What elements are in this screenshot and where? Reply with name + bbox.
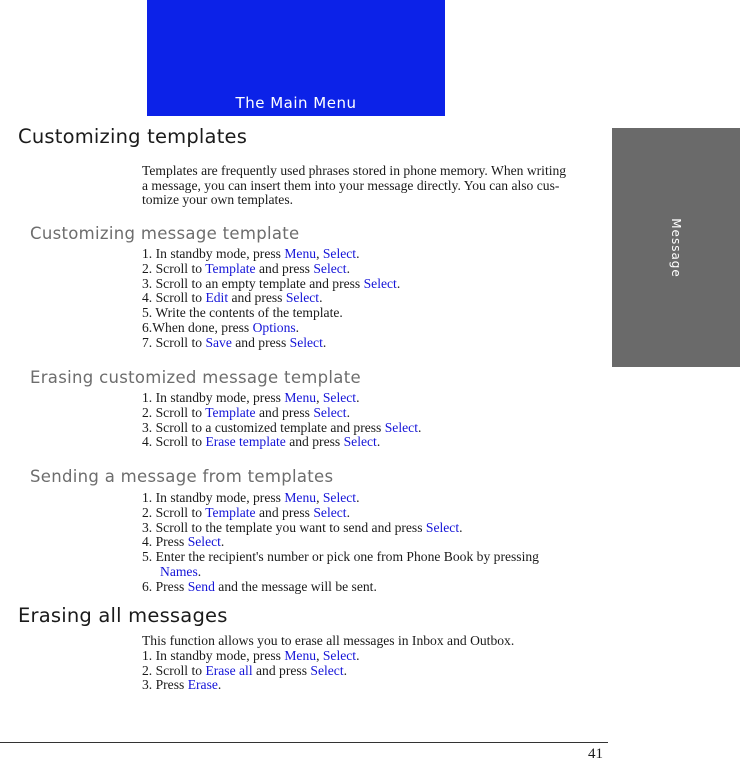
keyword: Erase all (205, 662, 253, 678)
keyword: Select (313, 504, 347, 520)
section-side-tab (612, 128, 740, 367)
keyword: Select (310, 662, 344, 678)
step-text: 4. Press (142, 534, 188, 550)
keyword: Select (363, 275, 397, 291)
step-text: , (316, 246, 323, 261)
customizing-templates-intro (142, 164, 608, 208)
keyword: Select (425, 519, 460, 535)
step-text: , (316, 390, 323, 405)
keyword: Template (205, 404, 256, 420)
step-text: . (356, 647, 360, 663)
step-text: . (217, 677, 222, 693)
step-item (142, 435, 612, 450)
step-text: 4. Scroll to (142, 434, 206, 450)
step-text: and press (255, 260, 314, 276)
step-text: 1. In standby mode, press (142, 647, 285, 663)
heading-sending-from-templates: Sending a message from templates (30, 467, 334, 486)
footer-divider (0, 742, 608, 743)
step-text: , (316, 490, 323, 505)
keyword: Names (160, 563, 198, 579)
step-text: . (319, 290, 323, 306)
step-text: . (376, 434, 381, 450)
step-text: 3. Scroll to an empty template and press (142, 275, 364, 291)
step-text: . (197, 563, 202, 579)
step-item (142, 336, 612, 351)
step-item (142, 664, 612, 679)
step-text: 2. Scroll to (142, 662, 206, 678)
keyword: Options (252, 319, 296, 335)
main-menu-banner (147, 0, 445, 116)
step-item (142, 321, 612, 336)
keyword: Save (205, 334, 232, 350)
keyword: Select (322, 490, 357, 505)
heading-erasing-all-messages: Erasing all messages (18, 604, 228, 627)
keyword: Menu (284, 246, 317, 261)
step-text: 1. In standby mode, press (142, 490, 285, 505)
step-text: . (346, 504, 350, 520)
step-text: and press (252, 662, 311, 678)
step-text: 6.When done, press (142, 319, 253, 335)
step-item (142, 521, 612, 536)
keyword: Menu (284, 490, 317, 505)
keyword: Template (205, 504, 256, 520)
intro-line: a message, you can insert them into your message directly. You can also cus- (142, 177, 560, 193)
step-item (142, 535, 612, 550)
step-item (142, 306, 612, 321)
side-tab-label: Message (669, 217, 683, 278)
keyword: Select (187, 534, 221, 550)
step-item (142, 550, 612, 580)
step-text: 2. Scroll to (142, 504, 206, 520)
step-item (142, 391, 612, 406)
step-text: . (356, 490, 360, 505)
step-text: 5. Write the contents of the template. (142, 305, 343, 321)
step-text: and press (231, 334, 290, 350)
step-text: 2. Scroll to (142, 260, 206, 276)
step-item (142, 291, 612, 306)
step-item (142, 247, 612, 262)
step-text: and press (255, 404, 314, 420)
keyword: Select (322, 647, 357, 663)
intro-line: Templates are frequently used phrases stored in phone memory. When writing (142, 163, 567, 178)
keyword: Select (322, 246, 357, 261)
erasing-template-steps-list (142, 391, 612, 450)
step-text: and press (255, 504, 314, 520)
step-text: . (220, 534, 225, 550)
step-item (142, 277, 612, 292)
step-text: . (396, 275, 401, 291)
step-item (142, 580, 612, 595)
step-text: 2. Scroll to (142, 404, 206, 420)
step-text: 4. Scroll to (142, 290, 206, 306)
step-item (142, 262, 612, 277)
sending-steps-list (142, 491, 612, 595)
intro-line: This function allows you to erase all messages in Inbox and Outbox. (142, 633, 515, 648)
page-number: 41 (588, 746, 603, 762)
step-text: 1. In standby mode, press (142, 390, 285, 405)
keyword: Menu (284, 390, 317, 405)
keyword: Select (289, 334, 323, 350)
banner-title: The Main Menu (235, 94, 357, 112)
keyword: Edit (205, 290, 229, 306)
step-text: 7. Scroll to (142, 334, 206, 350)
keyword: Menu (284, 647, 317, 663)
step-text: . (295, 319, 300, 335)
step-text: 6. Press (142, 578, 188, 594)
erasing-all-steps-list (142, 634, 612, 693)
step-text: . (459, 519, 463, 535)
customizing-steps-list (142, 247, 612, 351)
step-item (142, 406, 612, 421)
keyword: Select (322, 390, 357, 405)
step-item (142, 649, 612, 664)
keyword: Select (343, 434, 377, 450)
step-item (142, 506, 612, 521)
step-text: . (346, 260, 350, 276)
step-text: and the message will be sent. (214, 578, 377, 594)
keyword: Select (313, 260, 347, 276)
keyword: Select (313, 404, 347, 420)
step-text: , (316, 647, 323, 663)
intro-line: tomize your own templates. (142, 192, 294, 208)
step-item (142, 678, 612, 693)
keyword: Erase (187, 677, 218, 693)
keyword: Template (205, 260, 256, 276)
step-text: 1. In standby mode, press (142, 246, 285, 261)
step-item (142, 491, 612, 506)
keyword: Select (285, 290, 320, 306)
keyword: Select (384, 419, 418, 435)
step-text: 3. Scroll to a customized template and press (142, 419, 385, 435)
step-text: . (322, 334, 327, 350)
keyword: Send (187, 578, 215, 594)
step-text: . (346, 404, 350, 420)
keyword: Erase template (205, 434, 286, 450)
heading-customizing-message-template: Customizing message template (30, 224, 300, 243)
step-text: . (343, 662, 348, 678)
step-text: . (356, 390, 360, 405)
step-text: and press (285, 434, 344, 450)
step-item (142, 421, 612, 436)
step-text: and press (228, 290, 286, 306)
step-text: . (356, 246, 360, 261)
heading-customizing-templates: Customizing templates (18, 125, 248, 148)
heading-erasing-customized-template: Erasing customized message template (30, 368, 361, 387)
step-text: . (417, 419, 422, 435)
step-text: 3. Press (142, 677, 188, 693)
step-text: 3. Scroll to the template you want to send and press (142, 519, 426, 535)
step-text: 5. Enter the recipient's number or pick one from Phone Book by pressing (142, 549, 539, 565)
